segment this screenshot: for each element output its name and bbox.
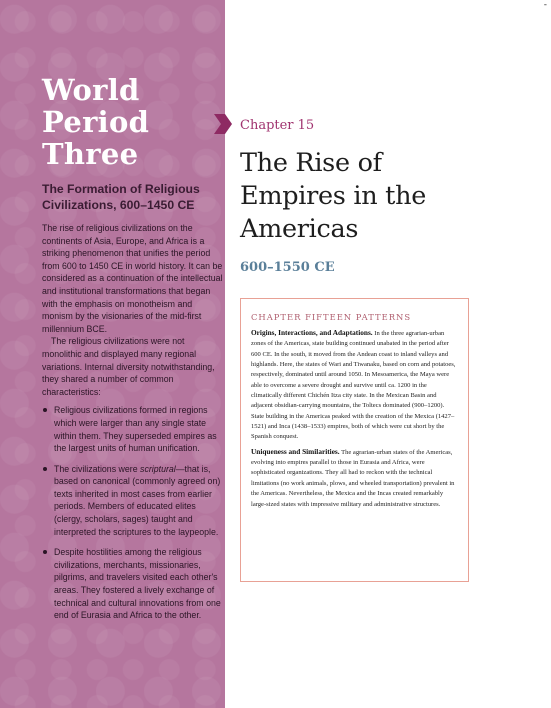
list-item-text: Despite hostilities among the religious civilizations, merchants, missionaries, pilgrims, and travelers visited each other's areas. They fostered a lively exchange of technical and cultural innovations from one end of Eurasia and Africa to the other.: [54, 547, 221, 621]
period-title-line: World: [42, 73, 140, 107]
period-sidebar: [0, 0, 225, 708]
patterns-paragraph: [251, 328, 458, 443]
chapter-title-line: Americas: [240, 214, 359, 244]
intro-paragraph: The rise of religious civilizations on the continents of Asia, Europe, and Africa is a striking phenomenon that unifies the period from 600 to 1450 CE in world history. It can be considered as a continuation of the intellectual and institutional transformations that began with the emphasis on monotheism and monism by the visionaries of the mid-first millennium BCE.: [42, 223, 223, 334]
chapter-title-line: Empires in the: [240, 181, 426, 211]
period-title: [42, 74, 222, 170]
patterns-lead: Uniqueness and Similarities.: [251, 446, 340, 456]
list-item: [42, 546, 223, 622]
bullet-icon: [43, 467, 47, 471]
corner-mark: -: [543, 0, 547, 10]
bullet-icon: [43, 408, 47, 412]
period-body: [42, 222, 223, 630]
list-item-text: The civilizations were: [54, 463, 141, 474]
characteristics-list: [42, 404, 223, 622]
patterns-text: The agrarian-urban states of the Americas, evolving into empires parallel to those in Eurasia and Africa, were sophisticated organizations. They all had to reckon with the technical limitations (no work animals, plows, and wheeled transportation) prevalent in the Americas. Nevertheless, the Mexica and the Incas created remarkably large-sized states with impressive military and administrative structures.: [251, 448, 455, 508]
chapter-title: [240, 147, 510, 246]
patterns-heading: CHAPTER FIFTEEN PATTERNS: [251, 312, 412, 322]
list-item-emphasis: scriptural: [140, 463, 176, 474]
list-item: [42, 463, 223, 539]
chapter-title-line: The Rise of: [240, 148, 382, 178]
patterns-paragraph: [251, 447, 458, 510]
chapter-patterns-box: [240, 298, 469, 582]
patterns-text: In the three agrarian-urban zones of the Americas, state building continued unabated in the period after 600 CE. In the south, it moved from the Andean coast to inland valleys and highlands. Here, the states of Wari and Tiwanaku, based on corn and potatoes, respectively, dominated until around 1050. In Mesoamerica, the Maya were able to overcome a severe drought and survive until ca. 1200 in the climatically different Chichén Itza city state. In the Mexican Basin and adjacent obsidian-carrying mountains, the Toltecs dominated (900–1200). State building in the Americas peaked with the creation of the Mexica (1427–1521) and Inca (1438–1533) empires, both of which were cut short by the Spanish conquest.: [251, 330, 456, 441]
list-item-text: Religious civilizations formed in regions which were larger than any single state within them. They superseded empires as the largest units of human unification.: [54, 405, 217, 454]
period-title-line: Period: [42, 105, 150, 139]
chevron-right-icon: [213, 113, 233, 135]
characteristics-paragraph: The religious civilizations were not monolithic and displayed many regional variations. Internal diversity notwithstanding, they shared a number of common characteristics:: [42, 336, 215, 397]
list-item-text: —that is, based on canonical (commonly agreed on) texts inherited in most cases from earlier periods. Members of educated elites (clergy, scholars, sages) taught and interpreted the scriptures to the laypeople.: [54, 463, 221, 537]
chapter-date-range: 600–1550 CE: [240, 260, 335, 275]
list-item: [42, 404, 223, 454]
chapter-label: Chapter 15: [240, 118, 315, 133]
patterns-lead: Origins, Interactions, and Adaptations.: [251, 328, 373, 337]
bullet-icon: [43, 550, 47, 554]
period-title-line: Three: [42, 137, 139, 171]
period-subtitle: The Formation of Religious Civilizations, 600–1450 CE: [42, 182, 200, 212]
